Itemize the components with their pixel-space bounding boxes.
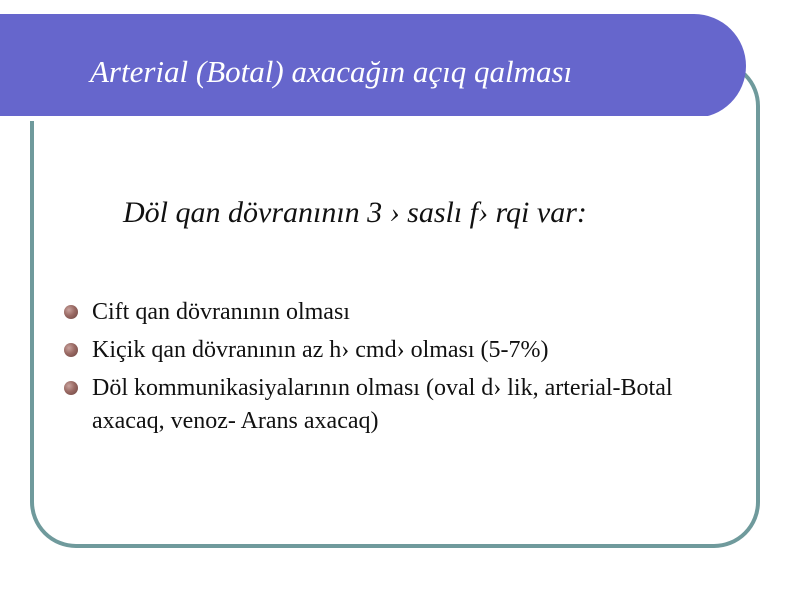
bullet-text: Cift qan dövranının olması [92,299,350,325]
slide-title: Arterial (Botal) axacağın açıq qalması [90,54,573,89]
bullet-text: Döl kommunikasiyalarının olması (oval d› lik, arterial-Botal axacaq, venoz- Arans axacaq) [92,375,673,434]
bullet-dot-icon [64,343,78,357]
bullet-dot-icon [64,381,78,395]
title-bar [0,14,746,118]
bullet-item [62,372,742,438]
bullet-item [62,334,742,367]
title-underline [0,116,708,121]
bullet-item [62,296,742,329]
bullet-text: Kiçik qan dövranının az h› cmd› olması (5-7%) [92,337,549,363]
bullet-list [62,296,742,443]
slide-subtitle: Döl qan dövranının 3 › saslı f› rqi var: [123,196,587,229]
bullet-dot-icon [64,305,78,319]
